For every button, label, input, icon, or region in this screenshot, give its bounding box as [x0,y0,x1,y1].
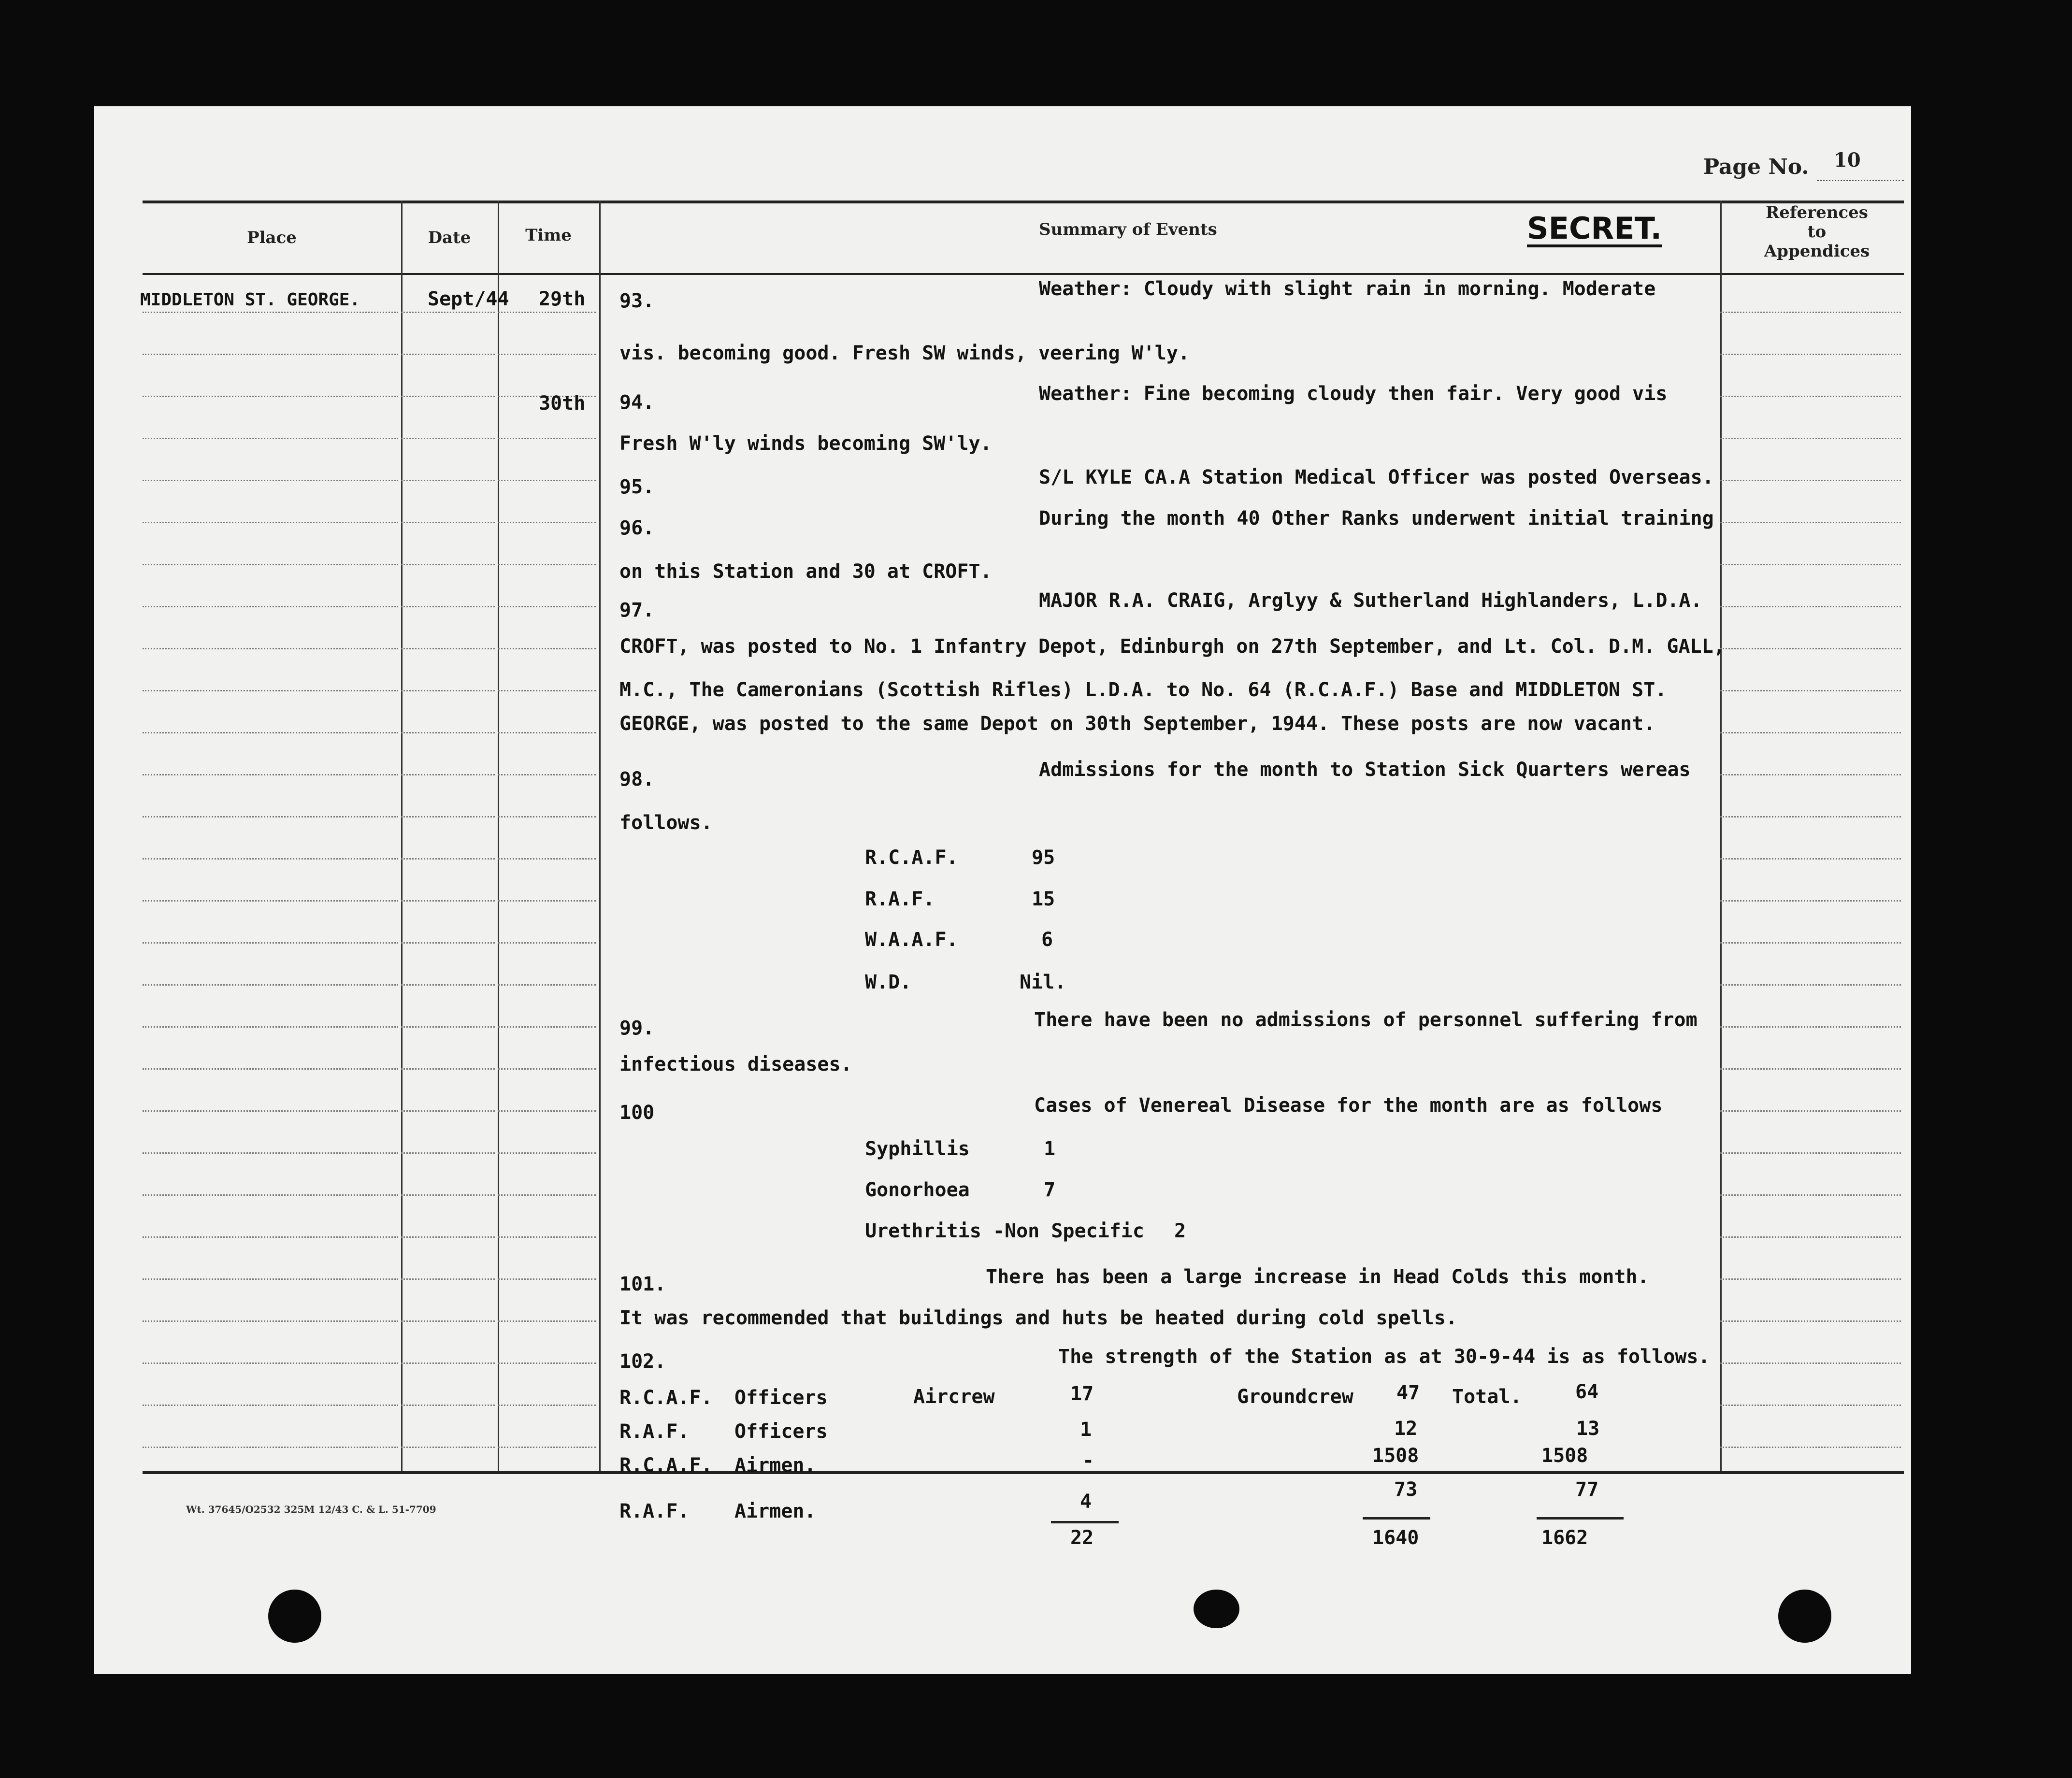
ruled-line [1720,732,1901,733]
summary-line: Cases of Venereal Disease for the month are as follows [1034,1094,1663,1117]
form-sheet [94,106,1911,1674]
strength-total-grand: 1662 [1541,1527,1588,1549]
ruled-line [1720,354,1901,355]
summary-line: follows. [619,812,713,834]
ruled-line [498,354,596,355]
ruled-line [498,1026,596,1028]
groundcrew-total-rule [1363,1517,1430,1520]
ruled-line [143,1110,398,1112]
strength-groundcrew: 73 [1394,1478,1418,1501]
ruled-line [143,1068,398,1070]
ruled-line [143,564,398,565]
ruled-line [143,1320,398,1322]
strength-category: Airmen. [734,1500,816,1522]
ruled-line [143,1278,398,1280]
summary-line: MAJOR R.A. CRAIG, Arglyy & Sutherland Highlanders, L.D.A. [1039,589,1702,612]
ruled-line [1720,564,1901,565]
ruled-line [1720,312,1901,313]
ruled-line [143,732,398,733]
ruled-line [401,438,495,439]
ruled-line [1720,1152,1901,1154]
ruled-line [1720,1362,1901,1364]
strength-total: 77 [1575,1478,1599,1501]
ruled-line [498,1236,596,1238]
strength-groundcrew: 1508 [1372,1445,1419,1467]
ruled-line [401,1110,495,1112]
ruled-line [401,942,495,944]
page-number-value: 10 [1834,149,1861,172]
header-bottom-rule [143,273,1904,275]
ruled-line [1720,396,1901,397]
summary-line: Admissions for the month to Station Sick Quarters wereas [1039,759,1691,781]
strength-total: 1508 [1541,1445,1588,1467]
strength-total-aircrew: 22 [1070,1527,1094,1549]
table-bottom-rule [143,1471,1904,1474]
column-divider-date [498,201,499,1471]
strength-aircrew: 1 [1080,1419,1092,1441]
ruled-line [1720,480,1901,481]
strength-category: Officers [734,1420,828,1443]
summary-line: CROFT, was posted to No. 1 Infantry Depot, Edinburgh on 27th September, and Lt. Col. D.M. GALL, [619,635,1725,658]
punch-hole-right [1778,1590,1831,1643]
para-95: 95. [619,476,655,498]
para-94: 94. [619,391,655,414]
admission-value: 6 [1041,929,1053,951]
date-entry: Sept/44 [428,288,509,310]
ruled-line [1720,1068,1901,1070]
admission-value: Nil. [1020,971,1066,993]
strength-aircrew: 4 [1080,1491,1092,1513]
ruled-line [498,732,596,733]
punch-hole-center [1194,1590,1239,1628]
time-30th: 30th [539,392,586,415]
ruled-line [143,858,398,860]
ruled-line [498,984,596,986]
summary-line: S/L KYLE CA.A Station Medical Officer was posted Overseas. [1039,466,1714,488]
strength-unit: R.C.A.F. [619,1387,713,1409]
para-97: 97. [619,599,655,621]
ruled-line [143,942,398,944]
ruled-line [498,1362,596,1364]
strength-unit: R.A.F. [619,1500,690,1522]
ruled-line [401,900,495,902]
ruled-line [143,774,398,775]
ruled-line [143,522,398,523]
ruled-line [143,984,398,986]
summary-line: There has been a large increase in Head Colds this month. [986,1266,1649,1288]
ruled-line [401,732,495,733]
ruled-line [401,1068,495,1070]
ruled-line [498,942,596,944]
para-93: 93. [619,290,655,312]
ruled-line [143,396,398,397]
strength-groundcrew: 47 [1396,1382,1420,1404]
ruled-line [498,1194,596,1196]
ruled-line [143,480,398,481]
para-102: 102. [619,1350,666,1373]
admission-value: 95 [1032,846,1055,869]
printer-imprint: Wt. 37645/O2532 325M 12/43 C. & L. 51-7709 [186,1504,436,1515]
vd-label: Syphillis [865,1138,970,1160]
ruled-line [1720,858,1901,860]
summary-line: It was recommended that buildings and huts be heated during cold spells. [619,1307,1457,1329]
strength-aircrew: - [1082,1449,1094,1472]
ruled-line [1720,648,1901,649]
ruled-line [401,1236,495,1238]
ruled-line [1720,774,1901,775]
ruled-line [143,1194,398,1196]
ruled-line [401,1194,495,1196]
summary-line: Fresh W'ly winds becoming SW'ly. [619,432,992,455]
ruled-line [401,564,495,565]
ruled-line [401,606,495,607]
ruled-line [1720,438,1901,439]
strength-groundcrew-label: Groundcrew [1237,1386,1353,1408]
header-references: References to Appendices [1764,203,1870,261]
strength-total: 13 [1576,1418,1600,1440]
strength-category: Officers [734,1387,828,1409]
ruled-line [143,1405,398,1406]
ruled-line [143,1152,398,1154]
ruled-line [401,480,495,481]
ruled-line [1720,1278,1901,1280]
ruled-line [401,774,495,775]
summary-line: The strength of the Station as at 30-9-44 is as follows. [1058,1346,1710,1368]
ruled-line [143,312,398,313]
summary-line: on this Station and 30 at CROFT. [619,560,992,583]
ruled-line [401,1447,495,1448]
admission-label: R.A.F. [865,888,935,910]
ruled-line [1720,1026,1901,1028]
ruled-line [143,354,398,355]
strength-unit: R.C.A.F. [619,1454,713,1477]
page-number-underline [1817,180,1904,181]
vd-label: Urethritis -Non Specific [865,1220,1144,1242]
ruled-line [498,774,596,775]
vd-value: 7 [1044,1179,1056,1201]
header-time: Time [525,226,572,245]
ruled-line [1720,1110,1901,1112]
admission-label: R.C.A.F. [865,846,958,869]
ruled-line [143,1236,398,1238]
ruled-line [143,606,398,607]
ruled-line [401,1152,495,1154]
secret-stamp: SECRET. [1527,213,1662,247]
ruled-line [401,354,495,355]
admission-label: W.D. [865,971,912,993]
ruled-line [498,648,596,649]
ruled-line [401,1278,495,1280]
ruled-line [401,396,495,397]
ruled-line [498,438,596,439]
admission-value: 15 [1032,888,1055,910]
ruled-line [498,480,596,481]
summary-line: M.C., The Cameronians (Scottish Rifles) L.D.A. to No. 64 (R.C.A.F.) Base and MIDDLETON ST. [619,679,1667,701]
summary-line: Weather: Fine becoming cloudy then fair. Very good vis [1039,383,1668,405]
ruled-line [1720,1236,1901,1238]
ruled-line [498,522,596,523]
ruled-line [498,1320,596,1322]
ruled-line [143,690,398,691]
strength-groundcrew: 12 [1394,1418,1418,1440]
summary-line: GEORGE, was posted to the same Depot on 30th September, 1944. These posts are now vacant. [619,713,1655,735]
ruled-line [143,438,398,439]
ruled-line [401,1320,495,1322]
grand-total-rule [1537,1517,1624,1520]
header-place: Place [247,228,297,247]
ruled-line [1720,942,1901,944]
ruled-line [143,1447,398,1448]
ruled-line [498,1278,596,1280]
ruled-line [143,816,398,817]
para-96: 96. [619,517,655,539]
ruled-line [1720,1320,1901,1322]
para-98: 98. [619,768,655,790]
para-100: 100 [619,1102,655,1124]
ruled-line [401,1405,495,1406]
place-entry: MIDDLETON ST. GEORGE. [140,290,360,310]
header-summary: Summary of Events [1039,220,1217,239]
aircrew-total-rule [1051,1521,1119,1523]
ruled-line [401,522,495,523]
strength-aircrew: 17 [1070,1383,1094,1405]
summary-line: During the month 40 Other Ranks underwent initial training [1039,507,1714,530]
ruled-line [401,858,495,860]
strength-category: Airmen. [734,1454,816,1477]
ruled-line [143,648,398,649]
ruled-line [1720,984,1901,986]
ruled-line [143,1362,398,1364]
strength-total-groundcrew: 1640 [1372,1527,1419,1549]
ruled-line [401,312,495,313]
ruled-line [1720,900,1901,902]
ruled-line [498,900,596,902]
ruled-line [401,1362,495,1364]
ruled-line [498,312,596,313]
ruled-line [401,816,495,817]
column-divider-time [599,201,601,1471]
summary-line: There have been no admissions of personnel suffering from [1034,1009,1698,1031]
column-divider-references [1720,201,1722,1471]
ruled-line [401,690,495,691]
ruled-line [1720,816,1901,817]
ruled-line [1720,1447,1901,1448]
admission-label: W.A.A.F. [865,929,958,951]
ruled-line [1720,1405,1901,1406]
strength-total-label: Total. [1452,1386,1522,1408]
ruled-line [498,690,596,691]
ruled-line [401,1026,495,1028]
punch-hole-left [268,1590,321,1643]
vd-value: 2 [1174,1220,1186,1242]
summary-line: Weather: Cloudy with slight rain in morning. Moderate [1039,278,1656,300]
ruled-line [498,1447,596,1448]
header-date: Date [428,228,471,247]
ruled-line [498,1110,596,1112]
summary-line: infectious diseases. [619,1053,852,1075]
vd-label: Gonorhoea [865,1179,970,1201]
ruled-line [1720,606,1901,607]
ruled-line [1720,522,1901,523]
strength-total: 64 [1575,1381,1599,1403]
summary-line: vis. becoming good. Fresh SW winds, veering W'ly. [619,342,1190,364]
para-99: 99. [619,1017,655,1039]
para-101: 101. [619,1273,666,1295]
header-top-rule [143,201,1904,203]
ruled-line [401,984,495,986]
ruled-line [143,1026,398,1028]
ruled-line [143,900,398,902]
ruled-line [498,1405,596,1406]
ruled-line [498,1068,596,1070]
ruled-line [1720,690,1901,691]
ruled-line [498,1152,596,1154]
ruled-line [498,816,596,817]
strength-aircrew-label: Aircrew [913,1386,995,1408]
ruled-line [1720,1194,1901,1196]
ruled-line [498,606,596,607]
vd-value: 1 [1044,1138,1056,1160]
ruled-line [498,858,596,860]
page-number-label: Page No. [1703,155,1809,179]
ruled-line [498,564,596,565]
column-divider-place [401,201,403,1471]
ruled-line [401,648,495,649]
time-29th: 29th [539,288,586,310]
strength-unit: R.A.F. [619,1420,690,1443]
